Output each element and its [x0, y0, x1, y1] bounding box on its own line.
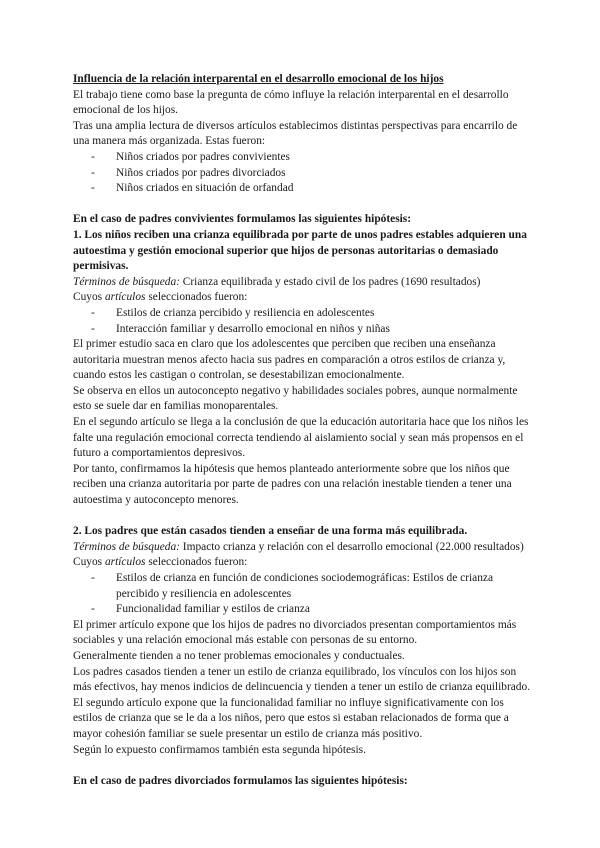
- list-item: - Niños criados en situación de orfandad: [73, 181, 535, 197]
- hypothesis-2-articles-intro: Cuyos artículos seleccionados fueron:: [73, 556, 248, 569]
- spacer: [73, 509, 535, 525]
- list-item: - Interacción familiar y desarrollo emocional en niños y niñas: [73, 322, 535, 338]
- hypothesis-1-articles-intro: Cuyos artículos seleccionados fueron:: [73, 291, 248, 304]
- list-item: - Niños criados por padres divorciados: [73, 166, 535, 182]
- dash-bullet-icon: -: [91, 306, 95, 319]
- spacer: [73, 197, 535, 213]
- hypothesis-1-paragraph: El primer estudio saca en claro que los adolescentes que perciben que reciben una enseñanza autoritaria muestran menos afecto hacia sus padres en comparación a otros estilos de crianza y, cuando estos les castigan o controlan, se desestabilizan emocionalmente.: [73, 338, 506, 382]
- hypothesis-2-paragraph: El primer artículo expone que los hijos de padres no divorciados presentan comportamientos más sociables y una relación emocional más estable con personas de su entorno.: [73, 618, 517, 647]
- document-body: [73, 72, 535, 789]
- hypothesis-2-heading: 2. Los padres que están casados tienden a enseñar de una forma más equilibrada.: [73, 525, 468, 538]
- hypothesis-1-articles-list: [73, 306, 535, 337]
- intro-paragraph-2: Tras una amplia lectura de diversos artículos establecimos distintas perspectivas para encarrilo de una manera más organizada. Estas fueron:: [73, 119, 518, 148]
- dash-bullet-icon: -: [91, 322, 95, 335]
- dash-bullet-icon: -: [91, 603, 95, 616]
- intro-paragraph-1: El trabajo tiene como base la pregunta de cómo influye la relación interparental en el desarrollo emocional de los hijos.: [73, 88, 509, 117]
- list-item: - Funcionalidad familiar y estilos de crianza: [73, 602, 535, 618]
- list-item: - Estilos de crianza en función de condiciones sociodemográficas: Estilos de crianza percibido y resiliencia en adolescentes: [91, 572, 494, 600]
- hypothesis-2-paragraph: El segundo artículo expone que la funcionalidad familiar no influye significativamente con los estilos de crianza que se le da a los niños, pero que estos si estaban relacionados de forma que a mayor cohesión familiar se suele presentar un estilo de crianza más positivo.: [73, 696, 509, 740]
- spacer: [73, 758, 535, 774]
- hypothesis-2-paragraph: Generalmente tienden a no tener problemas emocionales y conductuales.: [73, 649, 405, 662]
- section-heading-convivientes: En el caso de padres convivientes formulamos las siguientes hipótesis:: [73, 213, 412, 226]
- hypothesis-2-paragraph: Los padres casados tienden a tener un estilo de crianza equilibrado, los vínculos con los hijos son más efectivos, hay menos indicios de delincuencia y tienden a tener un estilo de crianza equilibrado.: [73, 665, 531, 694]
- hypothesis-1-paragraph: Se observa en ellos un autoconcepto negativo y habilidades sociales pobres, aunque normalmente esto se suele dar en familias monoparentales.: [73, 384, 518, 413]
- hypothesis-1-heading: 1. Los niños reciben una crianza equilibrada por parte de unos padres estables adquieren una autoestima y gestión emocional superior que hijos de personas autoritarias o demasiado permisivas.: [73, 228, 527, 273]
- perspectives-list: [73, 150, 535, 197]
- dash-bullet-icon: -: [91, 166, 95, 179]
- section-heading-divorciados: En el caso de padres divorciados formulamos las siguientes hipótesis:: [73, 774, 408, 787]
- document-title: Influencia de la relación interparental en el desarrollo emocional de los hijos: [73, 73, 444, 85]
- dash-bullet-icon: -: [91, 150, 95, 163]
- hypothesis-2-paragraph: Según lo expuesto confirmamos también esta segunda hipótesis.: [73, 743, 366, 756]
- hypothesis-1-search: Términos de búsqueda: Crianza equilibrada y estado civil de los padres (1690 resultados): [73, 275, 481, 288]
- hypothesis-2-articles-list: [73, 571, 535, 618]
- dash-bullet-icon: -: [91, 572, 95, 584]
- list-item: - Niños criados por padres convivientes: [73, 150, 535, 166]
- list-item: - Estilos de crianza percibido y resiliencia en adolescentes: [73, 306, 535, 322]
- hypothesis-1-paragraph: En el segundo artículo se llega a la conclusión de que la educación autoritaria hace que los niños les falte una regulación emocional correcta tendiendo al aislamiento social y sean más propensos en el futuro a comportamientos depresivos.: [73, 416, 529, 460]
- hypothesis-2-search: Términos de búsqueda: Impacto crianza y relación con el desarrollo emocional (22.000 resultados): [73, 540, 524, 553]
- hypothesis-1-paragraph: Por tanto, confirmamos la hipótesis que hemos planteado anteriormente sobre que los niños que reciben una crianza autoritaria por parte de padres con una relación inestable tienden a tener una autoestima y autoconcepto menores.: [73, 462, 512, 507]
- dash-bullet-icon: -: [91, 182, 95, 195]
